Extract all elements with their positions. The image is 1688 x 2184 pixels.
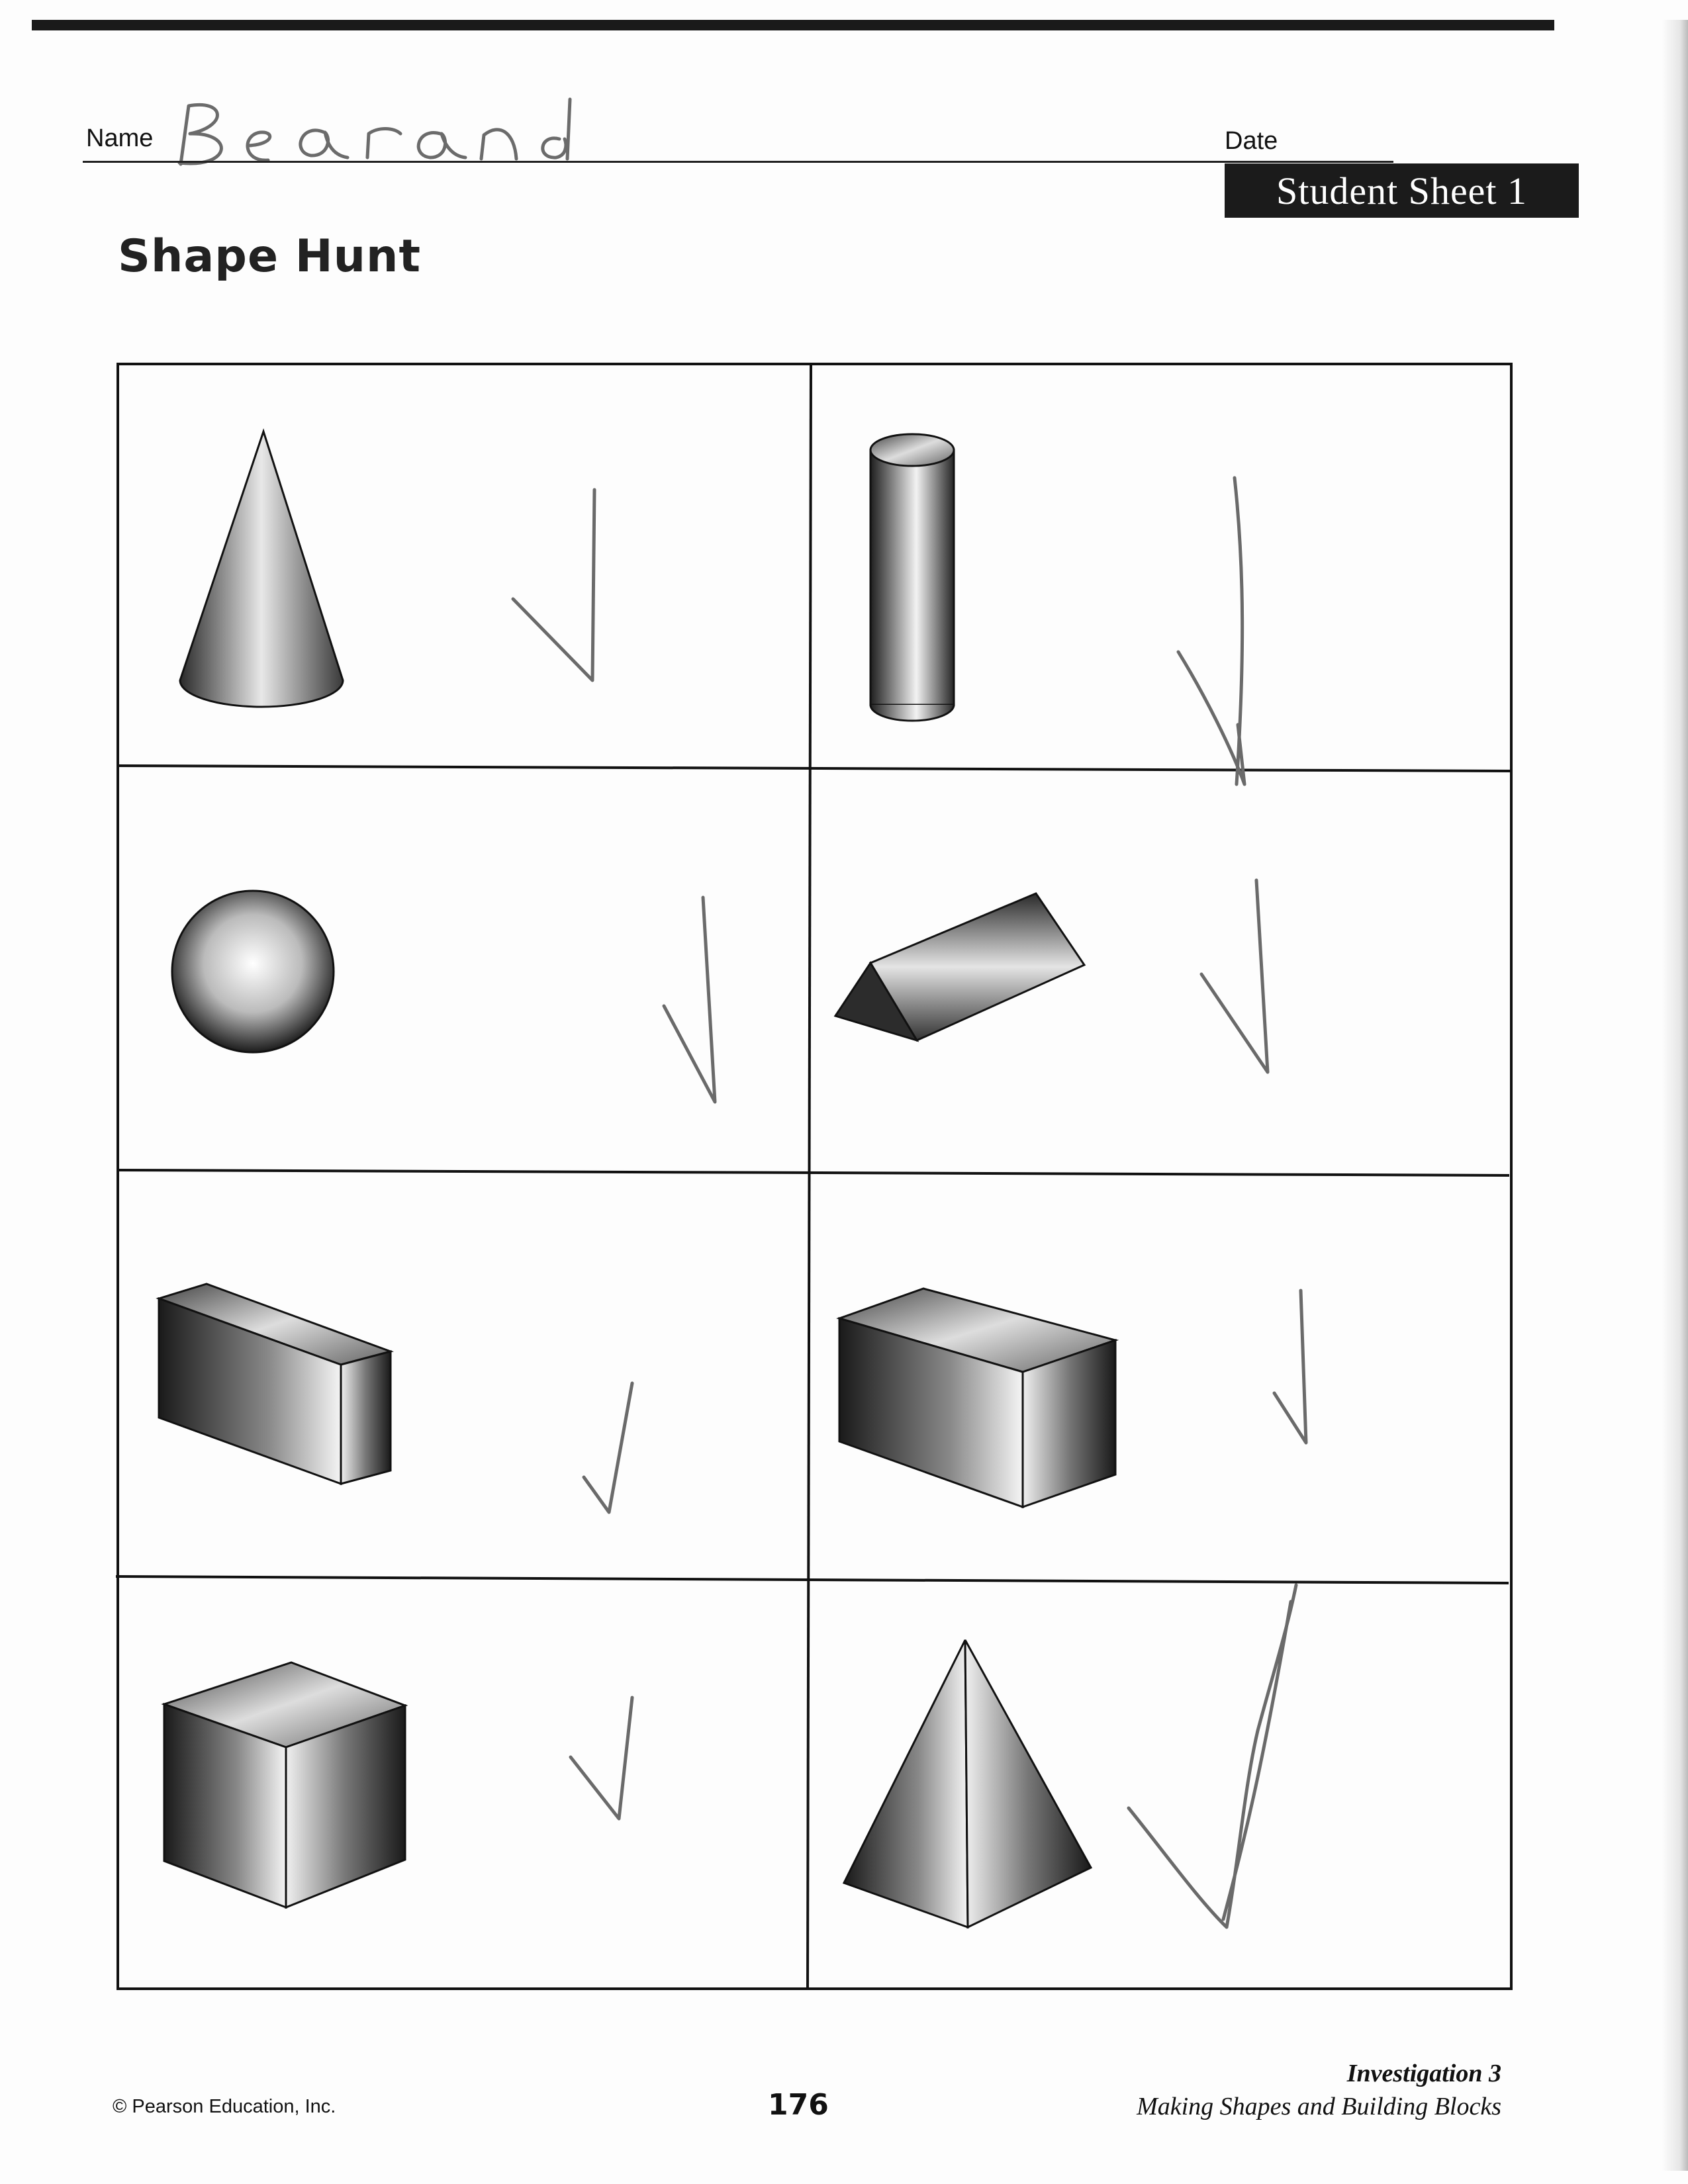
check-mark — [571, 1698, 632, 1819]
triangular-prism-icon — [835, 893, 1084, 1040]
date-label: Date — [1225, 127, 1278, 155]
check-mark — [1129, 1585, 1296, 1927]
page-title: Shape Hunt — [118, 230, 421, 283]
check-mark — [584, 1383, 632, 1512]
cone-icon — [180, 432, 343, 707]
cube-icon — [164, 1662, 405, 1907]
rectangular-prism-icon — [159, 1284, 391, 1484]
check-mark — [1201, 880, 1268, 1072]
copyright-text: © Pearson Education, Inc. — [113, 2096, 336, 2117]
page-number: 176 — [768, 2088, 829, 2122]
check-mark — [1274, 1291, 1306, 1443]
footer-unit-info — [1137, 2057, 1501, 2123]
sphere-icon — [172, 891, 334, 1052]
check-mark — [664, 897, 715, 1102]
investigation-label: Investigation 3 — [1346, 2060, 1501, 2087]
cylinder-icon — [870, 434, 954, 721]
name-label: Name — [86, 124, 154, 152]
check-mark — [513, 490, 594, 680]
check-mark — [1178, 478, 1244, 784]
student-sheet-badge: Student Sheet 1 — [1225, 163, 1579, 218]
rectangular-prism-icon — [839, 1289, 1115, 1507]
pyramid-icon — [844, 1640, 1091, 1927]
unit-title: Making Shapes and Building Blocks — [1137, 2093, 1501, 2120]
